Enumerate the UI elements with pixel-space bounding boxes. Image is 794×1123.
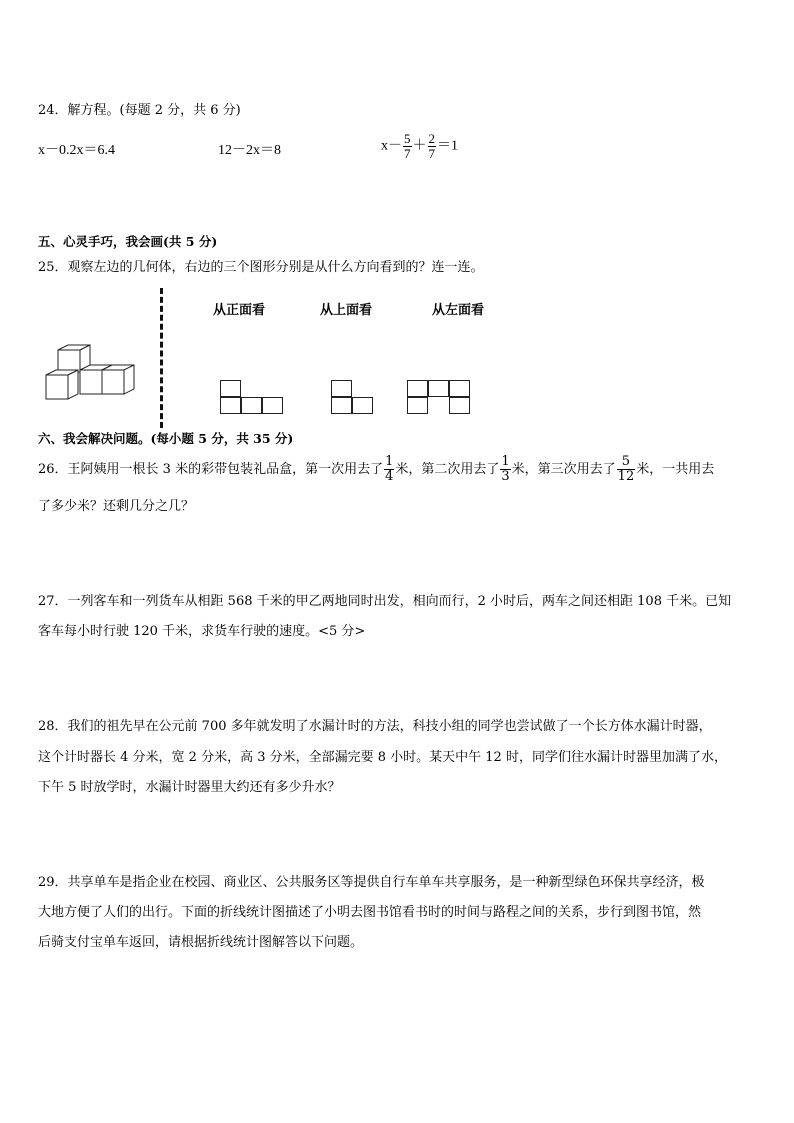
label-front-view: 从正面看 [213,303,266,318]
grid-cell [428,380,449,397]
question-28-line-1: 28．我们的祖先早在公元前 700 多年就发明了水漏计时的方法，科技小组的同学也尝试做了一个长方体水漏计时器， [38,719,712,734]
question-27-line-2: 客车每小时行驶 120 千米，求货车行驶的速度。<5 分> [38,624,366,639]
question-29-line-3: 后骑支付宝单车返回，请根据折线统计图解答以下问题。 [38,935,364,950]
label-top-view: 从上面看 [320,303,373,318]
question-28-line-2: 这个计时器长 4 分米，宽 2 分米，高 3 分米，全部漏完要 8 小时。某天中午 12 时，同学们往水漏计时器里加满了水， [38,750,727,765]
section-6-heading: 六、我会解决问题。(每小题 5 分，共 35 分) [38,431,294,446]
grid-cell [352,397,373,414]
label-left-view: 从左面看 [432,303,485,318]
grid-cell [407,397,428,414]
grid-cell [262,397,283,414]
grid-cell [449,397,470,414]
equation-3-suffix: ＝1 [437,138,458,154]
dashed-divider [160,288,163,428]
grid-cell [220,380,241,397]
grid-cell [331,397,352,414]
cube-front-face [46,375,68,399]
section-5-heading: 五、心灵手巧，我会画(共 5 分) [38,234,218,249]
question-29-line-1: 29．共享单车是指企业在校园、商业区、公共服务区等提供自行车单车共享服务，是一种新型绿色环保共享经济，极 [38,875,705,890]
question-29-line-2: 大地方便了人们的出行。下面的折线统计图描述了小明去图书馆看书时的时间与路程之间的关系，步行到图书馆，然 [38,905,702,920]
grid-cell [407,380,428,397]
equation-3 [381,132,458,161]
fraction-5-12: $\frac{5}{12}$ [617,454,635,484]
fraction-1-4: $\frac{1}{4}$ [385,454,394,484]
cube-side-face [68,370,78,399]
equation-1-text: x－0.2x＝6.4 [38,143,115,158]
equation-3-prefix: x－ [381,138,402,154]
cube-front-face [102,370,124,394]
equation-2-text: 12－2x＝8 [218,143,281,158]
question-26-line-2: 了多少米？还剩几分之几？ [38,499,195,514]
equation-1 [38,139,115,159]
question-24-title: 24．解方程。(每题 2 分，共 6 分) [38,103,241,118]
fraction-2-7: $\frac{2}{7}$ [428,131,435,161]
fraction-5-7: $\frac{5}{7}$ [404,131,411,161]
question-27-line-1: 27．一列客车和一列货车从相距 568 千米的甲乙两地同时出发，相向而行，2 小时后，两车之间还相距 108 千米。已知 [38,594,732,609]
question-26-line-1: 26．王阿姨用一根长 3 米的彩带包装礼品盒，第一次用去了 $\frac{1}{4}$ 米，第二次用去了 $\frac{1}{3}$ 米，第三次用去了 $\frac{5}{12}$ 米，一共用去 [38,454,715,484]
cube-front-face [80,370,102,394]
view-grid-1 [220,380,290,418]
grid-cell [220,397,241,414]
question-28-line-3: 下午 5 时放学时，水漏计时器里大约还有多少升水？ [38,780,341,795]
grid-cell [331,380,352,397]
view-grid-2 [331,380,375,418]
cube-front-face [58,350,80,372]
fraction-1-3: $\frac{1}{3}$ [501,454,510,484]
cube-side-face [124,365,134,394]
equation-2 [218,139,281,159]
cube-solid-figure [38,340,148,408]
grid-cell [449,380,470,397]
equation-3-plus: ＋ [412,138,427,154]
question-25-text: 25．观察左边的几何体，右边的三个图形分别是从什么方向看到的？连一连。 [38,260,484,275]
grid-cell [241,397,262,414]
view-grid-3 [407,380,473,418]
